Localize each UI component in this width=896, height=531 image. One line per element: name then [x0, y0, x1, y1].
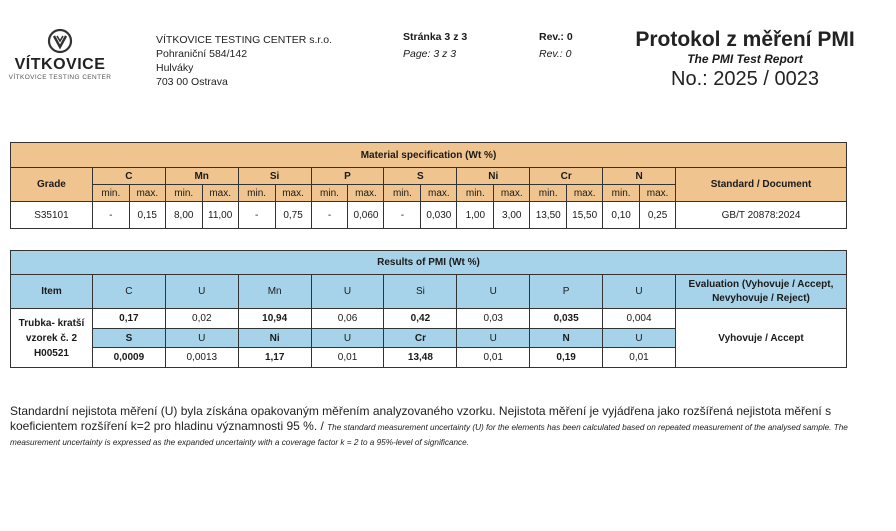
- result-header: U: [311, 275, 384, 309]
- spec-table-title: Material specification (Wt %): [11, 143, 847, 168]
- spec-element-header: Mn: [165, 168, 238, 185]
- company-logo: [6, 28, 114, 81]
- uncertainty-value: 0,004: [603, 309, 676, 329]
- spec-element-header: Cr: [530, 168, 603, 185]
- max-header: max.: [421, 185, 457, 202]
- max-header: max.: [640, 185, 676, 202]
- result-header: U: [165, 275, 238, 309]
- result-header: Cr: [384, 329, 457, 348]
- pmi-results-table: [10, 250, 847, 368]
- spec-value: -: [311, 202, 348, 229]
- company-city: 703 00 Ostrava: [156, 76, 228, 88]
- spec-value: 15,50: [567, 202, 603, 229]
- min-header: min.: [384, 185, 421, 202]
- result-value: 0,19: [530, 348, 603, 368]
- result-header: U: [457, 275, 530, 309]
- result-value: 1,17: [238, 348, 311, 368]
- results-row-1: [11, 309, 847, 329]
- revision-info: [539, 29, 573, 63]
- spec-value: 0,10: [603, 202, 640, 229]
- result-header: S: [92, 329, 165, 348]
- spec-element-header: S: [384, 168, 457, 185]
- page-info: [403, 29, 467, 63]
- evaluation-header: [675, 275, 846, 309]
- company-street: Pohraniční 584/142: [156, 48, 248, 60]
- max-header: max.: [567, 185, 603, 202]
- vitkovice-logo-icon: [47, 28, 73, 54]
- result-value: 13,48: [384, 348, 457, 368]
- spec-value: 1,00: [457, 202, 494, 229]
- item-line: H00521: [33, 347, 69, 359]
- spec-value: 8,00: [165, 202, 202, 229]
- spec-element-header: Ni: [457, 168, 530, 185]
- spec-element-header: C: [92, 168, 165, 185]
- result-header: C: [92, 275, 165, 309]
- spec-value: 0,060: [348, 202, 384, 229]
- min-header: min.: [238, 185, 275, 202]
- report-title: Protokol z měření PMI: [635, 28, 855, 51]
- logo-subtitle: VÍTKOVICE TESTING CENTER: [8, 74, 112, 81]
- company-address: [156, 33, 332, 89]
- spec-value: 13,50: [530, 202, 567, 229]
- item-line: vzorek č. 2: [25, 332, 78, 344]
- spec-value: 0,75: [275, 202, 311, 229]
- spec-value: -: [92, 202, 129, 229]
- uncertainty-value: 0,01: [603, 348, 676, 368]
- results-table-title: Results of PMI (Wt %): [11, 251, 847, 275]
- result-header: Mn: [238, 275, 311, 309]
- item-header: Item: [11, 275, 93, 309]
- report-title-block: [612, 28, 878, 92]
- result-header: Ni: [238, 329, 311, 348]
- report-subtitle: The PMI Test Report: [687, 52, 803, 66]
- spec-value: 0,25: [640, 202, 676, 229]
- min-header: min.: [92, 185, 129, 202]
- page-number-en: Page: 3 z 3: [403, 48, 457, 60]
- material-spec-table: [10, 142, 847, 229]
- item-description: [11, 309, 93, 368]
- result-header: U: [165, 329, 238, 348]
- result-header: U: [603, 329, 676, 348]
- uncertainty-value: 0,03: [457, 309, 530, 329]
- standard-value: GB/T 20878:2024: [676, 202, 847, 229]
- result-value: 0,17: [92, 309, 165, 329]
- spec-element-header: P: [311, 168, 384, 185]
- min-header: min.: [530, 185, 567, 202]
- max-header: max.: [348, 185, 384, 202]
- result-value: 0,0009: [92, 348, 165, 368]
- result-header: U: [311, 329, 384, 348]
- max-header: max.: [275, 185, 311, 202]
- uncertainty-value: 0,01: [311, 348, 384, 368]
- company-district: Hulváky: [156, 62, 194, 74]
- spec-value: 11,00: [202, 202, 238, 229]
- spec-value: -: [384, 202, 421, 229]
- spec-value: 0,15: [129, 202, 165, 229]
- evaluation-value: Vyhovuje / Accept: [675, 309, 846, 368]
- evaluation-header-line: Nevyhovuje / Reject): [712, 292, 810, 304]
- grade-header: Grade: [11, 168, 93, 202]
- result-value: 0,42: [384, 309, 457, 329]
- max-header: max.: [202, 185, 238, 202]
- spec-data-row: [11, 202, 847, 229]
- uncertainty-value: 0,02: [165, 309, 238, 329]
- company-name: VÍTKOVICE TESTING CENTER s.r.o.: [156, 34, 333, 46]
- spec-element-header: N: [603, 168, 676, 185]
- min-header: min.: [311, 185, 348, 202]
- min-header: min.: [165, 185, 202, 202]
- spec-value: -: [238, 202, 275, 229]
- uncertainty-value: 0,0013: [165, 348, 238, 368]
- result-value: 0,035: [530, 309, 603, 329]
- revision-en: Rev.: 0: [539, 48, 572, 60]
- spec-element-header: Si: [238, 168, 311, 185]
- footnote-en: The standard measurement uncertainty (U) for the elements has been calculated based on repeated measurement of the analysed sample. The measurement uncertainty is expressed as the expanded uncertainty with a coverage factor k = 2 to a 95%-level of significance.: [10, 423, 848, 447]
- spec-value: 3,00: [494, 202, 530, 229]
- item-line: Trubka- kratší: [18, 317, 85, 329]
- result-header: P: [530, 275, 603, 309]
- revision-cz: Rev.: 0: [539, 31, 573, 43]
- grade-value: S35101: [11, 202, 93, 229]
- footnote-cz: Standardní nejistota měření (U) byla získána opakovaným měřením analyzovaného vzorku. Nejistota měření je vyjádřena jako rozšířená nejistota měření s koeficientem rozšíření k=2 pro hladinu významnosti 95 %. /: [10, 404, 832, 433]
- report-number: No.: 2025 / 0023: [671, 68, 819, 90]
- logo-name: VÍTKOVICE: [14, 56, 106, 73]
- min-header: min.: [603, 185, 640, 202]
- page-number-cz: Stránka 3 z 3: [403, 31, 468, 43]
- result-header: U: [457, 329, 530, 348]
- evaluation-header-line: Evaluation (Vyhovuje / Accept,: [688, 278, 834, 290]
- min-header: min.: [457, 185, 494, 202]
- standard-header: Standard / Document: [676, 168, 847, 202]
- result-value: 10,94: [238, 309, 311, 329]
- uncertainty-value: 0,01: [457, 348, 530, 368]
- max-header: max.: [129, 185, 165, 202]
- spec-value: 0,030: [421, 202, 457, 229]
- uncertainty-footnote: [10, 404, 860, 449]
- result-header: U: [603, 275, 676, 309]
- uncertainty-value: 0,06: [311, 309, 384, 329]
- result-header: N: [530, 329, 603, 348]
- max-header: max.: [494, 185, 530, 202]
- result-header: Si: [384, 275, 457, 309]
